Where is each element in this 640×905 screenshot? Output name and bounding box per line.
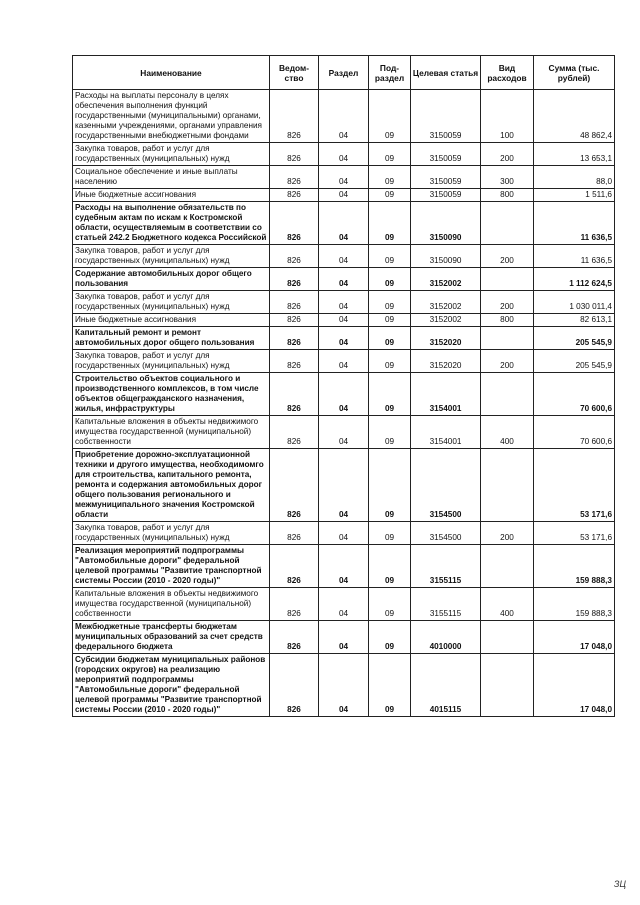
cell-target: 3154500	[411, 449, 481, 522]
cell-dept: 826	[270, 90, 319, 143]
cell-subsection: 09	[369, 621, 411, 654]
cell-type	[481, 373, 534, 416]
cell-type: 300	[481, 166, 534, 189]
cell-type	[481, 327, 534, 350]
cell-subsection: 09	[369, 416, 411, 449]
cell-subsection: 09	[369, 291, 411, 314]
cell-section: 04	[319, 545, 369, 588]
cell-sum: 17 048,0	[534, 621, 615, 654]
cell-type: 200	[481, 143, 534, 166]
cell-target: 4010000	[411, 621, 481, 654]
cell-type: 400	[481, 416, 534, 449]
cell-name: Приобретение дорожно-эксплуатационной техники и другого имущества, необходимомго для строительства, капитального ремонта, ремонта и содержания автомобильных дорог общего пользования регионального и межмуниципального значения Костромской области	[73, 449, 270, 522]
cell-target: 3152002	[411, 291, 481, 314]
header-subsection: Под-раздел	[369, 56, 411, 90]
cell-sum: 1 112 624,5	[534, 268, 615, 291]
table-row	[73, 449, 615, 522]
cell-type	[481, 654, 534, 717]
cell-target: 3150059	[411, 90, 481, 143]
cell-name: Закупка товаров, работ и услуг для государственных (муниципальных) нужд	[73, 143, 270, 166]
cell-dept: 826	[270, 621, 319, 654]
table-row	[73, 522, 615, 545]
table-row	[73, 189, 615, 202]
cell-section: 04	[319, 202, 369, 245]
table-row	[73, 166, 615, 189]
cell-name: Строительство объектов социального и производственного комплексов, в том числе объектов общегражданского назначения, жилья, инфраструктуры	[73, 373, 270, 416]
cell-sum: 159 888,3	[534, 588, 615, 621]
cell-dept: 826	[270, 245, 319, 268]
cell-subsection: 09	[369, 268, 411, 291]
cell-name: Иные бюджетные ассигнования	[73, 189, 270, 202]
cell-dept: 826	[270, 189, 319, 202]
cell-type: 200	[481, 350, 534, 373]
cell-target: 3152020	[411, 327, 481, 350]
cell-name: Содержание автомобильных дорог общего пользования	[73, 268, 270, 291]
cell-section: 04	[319, 291, 369, 314]
header-name: Наименование	[73, 56, 270, 90]
cell-sum: 82 613,1	[534, 314, 615, 327]
cell-section: 04	[319, 189, 369, 202]
cell-sum: 1 030 011,4	[534, 291, 615, 314]
cell-name: Закупка товаров, работ и услуг для государственных (муниципальных) нужд	[73, 291, 270, 314]
cell-name: Субсидии бюджетам муниципальных районов (городских округов) на реализацию мероприятий подпрограммы "Автомобильные дороги" федеральной целевой программы "Развитие транспортной системы России (2010 - 2020 годы)"	[73, 654, 270, 717]
table-row	[73, 416, 615, 449]
cell-section: 04	[319, 449, 369, 522]
header-dept: Ведом-ство	[270, 56, 319, 90]
cell-type: 800	[481, 314, 534, 327]
table-row	[73, 245, 615, 268]
cell-type: 400	[481, 588, 534, 621]
cell-name: Социальное обеспечение и иные выплаты населению	[73, 166, 270, 189]
cell-name: Капитальные вложения в объекты недвижимого имущества государственной (муниципальной) собственности	[73, 588, 270, 621]
cell-dept: 826	[270, 545, 319, 588]
cell-target: 3152002	[411, 268, 481, 291]
cell-dept: 826	[270, 314, 319, 327]
cell-subsection: 09	[369, 189, 411, 202]
cell-section: 04	[319, 90, 369, 143]
cell-dept: 826	[270, 291, 319, 314]
table-row	[73, 588, 615, 621]
cell-section: 04	[319, 314, 369, 327]
cell-section: 04	[319, 166, 369, 189]
header-section: Раздел	[319, 56, 369, 90]
table-row	[73, 350, 615, 373]
cell-target: 3150059	[411, 143, 481, 166]
table-row	[73, 143, 615, 166]
cell-type	[481, 621, 534, 654]
cell-subsection: 09	[369, 588, 411, 621]
cell-type: 200	[481, 245, 534, 268]
cell-type: 800	[481, 189, 534, 202]
cell-subsection: 09	[369, 314, 411, 327]
table-row	[73, 291, 615, 314]
cell-name: Расходы на выплаты персоналу в целях обеспечения выполнения функций государственными (муниципальными) органами, казенными учреждениями, органами управления государственными внебюджетными фондами	[73, 90, 270, 143]
cell-type	[481, 545, 534, 588]
cell-section: 04	[319, 588, 369, 621]
cell-target: 3150090	[411, 202, 481, 245]
cell-target: 3154500	[411, 522, 481, 545]
cell-name: Закупка товаров, работ и услуг для государственных (муниципальных) нужд	[73, 522, 270, 545]
budget-table	[72, 55, 615, 717]
cell-dept: 826	[270, 654, 319, 717]
cell-target: 3154001	[411, 416, 481, 449]
cell-section: 04	[319, 350, 369, 373]
cell-target: 3154001	[411, 373, 481, 416]
header-target: Целевая статья	[411, 56, 481, 90]
cell-type: 200	[481, 291, 534, 314]
table-row	[73, 90, 615, 143]
cell-target: 3150059	[411, 189, 481, 202]
cell-dept: 826	[270, 350, 319, 373]
cell-sum: 53 171,6	[534, 522, 615, 545]
cell-target: 3150059	[411, 166, 481, 189]
cell-subsection: 09	[369, 545, 411, 588]
cell-sum: 205 545,9	[534, 350, 615, 373]
cell-sum: 205 545,9	[534, 327, 615, 350]
cell-sum: 88,0	[534, 166, 615, 189]
cell-sum: 53 171,6	[534, 449, 615, 522]
cell-subsection: 09	[369, 143, 411, 166]
cell-subsection: 09	[369, 327, 411, 350]
cell-sum: 11 636,5	[534, 202, 615, 245]
cell-dept: 826	[270, 449, 319, 522]
cell-target: 4015115	[411, 654, 481, 717]
cell-dept: 826	[270, 327, 319, 350]
header-sum: Сумма (тыс. рублей)	[534, 56, 615, 90]
cell-section: 04	[319, 416, 369, 449]
table-header-row	[73, 56, 615, 90]
cell-type	[481, 268, 534, 291]
cell-name: Закупка товаров, работ и услуг для государственных (муниципальных) нужд	[73, 245, 270, 268]
cell-subsection: 09	[369, 654, 411, 717]
cell-section: 04	[319, 268, 369, 291]
cell-section: 04	[319, 373, 369, 416]
cell-section: 04	[319, 245, 369, 268]
cell-section: 04	[319, 327, 369, 350]
cell-subsection: 09	[369, 522, 411, 545]
cell-subsection: 09	[369, 202, 411, 245]
cell-section: 04	[319, 621, 369, 654]
cell-type: 100	[481, 90, 534, 143]
cell-dept: 826	[270, 166, 319, 189]
cell-name: Расходы на выполнение обязательств по судебным актам по искам к Костромской области, осуществляемым в соответствии со статьей 242.2 Бюджетного кодекса Российской	[73, 202, 270, 245]
cell-sum: 11 636,5	[534, 245, 615, 268]
cell-dept: 826	[270, 416, 319, 449]
cell-sum: 70 600,6	[534, 416, 615, 449]
cell-target: 3150090	[411, 245, 481, 268]
cell-target: 3155115	[411, 588, 481, 621]
table-row	[73, 621, 615, 654]
table-row	[73, 654, 615, 717]
table-row	[73, 373, 615, 416]
cell-subsection: 09	[369, 350, 411, 373]
page-number: ЗЦ	[613, 879, 626, 889]
table-row	[73, 314, 615, 327]
cell-name: Иные бюджетные ассигнования	[73, 314, 270, 327]
cell-target: 3152020	[411, 350, 481, 373]
cell-subsection: 09	[369, 90, 411, 143]
cell-dept: 826	[270, 373, 319, 416]
cell-dept: 826	[270, 268, 319, 291]
cell-name: Закупка товаров, работ и услуг для государственных (муниципальных) нужд	[73, 350, 270, 373]
cell-dept: 826	[270, 522, 319, 545]
cell-type	[481, 202, 534, 245]
cell-subsection: 09	[369, 245, 411, 268]
table-row	[73, 202, 615, 245]
cell-section: 04	[319, 522, 369, 545]
cell-name: Межбюджетные трансферты бюджетам муниципальных образований за счет средств федерального бюджета	[73, 621, 270, 654]
cell-section: 04	[319, 654, 369, 717]
cell-dept: 826	[270, 143, 319, 166]
cell-name: Реализация мероприятий подпрограммы "Автомобильные дороги" федеральной целевой программы "Развитие транспортной системы России (2010 - 2020 годы)"	[73, 545, 270, 588]
header-type: Вид расходов	[481, 56, 534, 90]
cell-name: Капитальный ремонт и ремонт автомобильных дорог общего пользования	[73, 327, 270, 350]
cell-name: Капитальные вложения в объекты недвижимого имущества государственной (муниципальной) собственности	[73, 416, 270, 449]
table-row	[73, 545, 615, 588]
cell-sum: 159 888,3	[534, 545, 615, 588]
cell-section: 04	[319, 143, 369, 166]
cell-sum: 1 511,6	[534, 189, 615, 202]
cell-type	[481, 449, 534, 522]
table-row	[73, 327, 615, 350]
cell-sum: 13 653,1	[534, 143, 615, 166]
cell-dept: 826	[270, 588, 319, 621]
cell-subsection: 09	[369, 166, 411, 189]
cell-sum: 70 600,6	[534, 373, 615, 416]
cell-target: 3155115	[411, 545, 481, 588]
cell-subsection: 09	[369, 449, 411, 522]
cell-sum: 48 862,4	[534, 90, 615, 143]
table-row	[73, 268, 615, 291]
cell-subsection: 09	[369, 373, 411, 416]
cell-type: 200	[481, 522, 534, 545]
cell-dept: 826	[270, 202, 319, 245]
cell-sum: 17 048,0	[534, 654, 615, 717]
cell-target: 3152002	[411, 314, 481, 327]
